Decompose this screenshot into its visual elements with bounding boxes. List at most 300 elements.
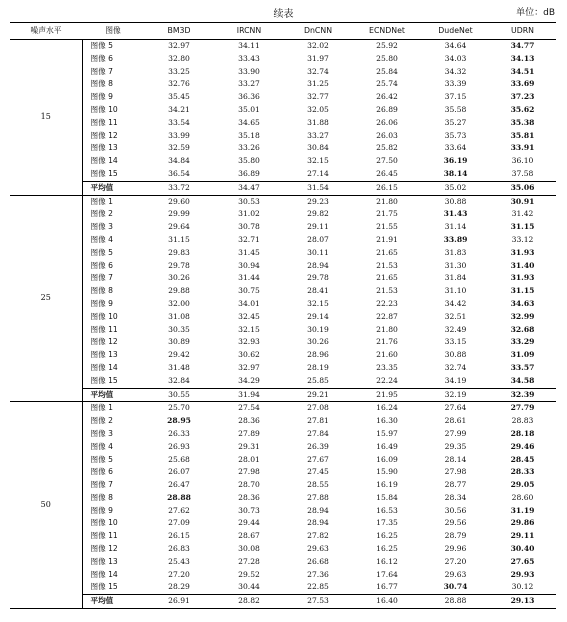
value-cell: 27.82: [307, 531, 329, 541]
value-cell: 21.75: [376, 209, 398, 219]
table-title: 续表: [273, 9, 294, 20]
table-row: [10, 581, 556, 594]
image-name-cell: 图像 8: [82, 285, 144, 298]
image-name-cell: 图像 6: [82, 466, 144, 479]
value-cell: 25.70: [168, 403, 190, 413]
value-cell: 16.12: [376, 556, 398, 566]
average-label: 平均值: [82, 388, 144, 402]
value-cell: 34.19: [444, 375, 467, 385]
value-cell: 26.68: [307, 556, 329, 566]
value-cell: 31.93: [510, 273, 535, 283]
value-cell: 27.45: [307, 467, 329, 477]
value-cell: 25.84: [376, 66, 398, 76]
value-cell: 35.01: [238, 104, 260, 114]
value-cell: 30.44: [238, 582, 260, 592]
value-cell: 31.43: [443, 209, 468, 219]
value-cell: 31.45: [238, 247, 260, 257]
value-cell: 27.98: [444, 467, 467, 477]
value-cell: 15.84: [376, 492, 398, 502]
value-cell: 27.50: [376, 156, 398, 166]
value-cell: 28.36: [238, 416, 260, 426]
value-cell: 32.80: [168, 53, 190, 63]
value-cell: 28.79: [444, 531, 467, 541]
value-cell: 34.32: [444, 66, 467, 76]
value-cell: 27.36: [307, 569, 329, 579]
value-cell: 36.54: [168, 168, 190, 178]
value-cell: 27.88: [307, 492, 329, 502]
value-cell: 34.13: [510, 53, 535, 63]
value-cell: 16.25: [376, 544, 398, 554]
image-name-cell: 图像 15: [82, 581, 144, 594]
table-row: [10, 441, 556, 454]
value-cell: 33.89: [443, 234, 468, 244]
value-cell: 28.83: [511, 416, 534, 426]
image-name-cell: 图像 8: [82, 492, 144, 505]
average-value-cell: 31.54: [284, 181, 352, 195]
value-cell: 26.39: [307, 441, 329, 451]
unit-label: 单位：dB: [516, 8, 555, 18]
value-cell: 29.05: [510, 480, 535, 490]
value-cell: 28.36: [238, 492, 260, 502]
value-cell: 34.58: [510, 375, 535, 385]
table-row: [10, 362, 556, 375]
value-cell: 28.96: [307, 350, 329, 360]
image-name-cell: 图像 15: [82, 375, 144, 388]
value-cell: 35.81: [510, 130, 535, 140]
image-name-cell: 图像 9: [82, 91, 144, 104]
value-cell: 29.64: [168, 222, 190, 232]
average-value-cell: 35.02: [422, 181, 489, 195]
average-row: [10, 595, 556, 609]
value-cell: 29.56: [444, 518, 467, 528]
value-cell: 28.94: [307, 260, 329, 270]
value-cell: 34.01: [238, 298, 260, 308]
value-cell: 25.80: [376, 53, 398, 63]
average-value-cell: 21.95: [352, 388, 422, 402]
value-cell: 29.63: [444, 569, 467, 579]
image-name-cell: 图像 10: [82, 517, 144, 530]
value-cell: 29.44: [238, 518, 260, 528]
value-cell: 32.49: [444, 324, 467, 334]
value-cell: 27.62: [168, 505, 190, 515]
image-name-cell: 图像 14: [82, 569, 144, 582]
value-cell: 34.03: [444, 53, 467, 63]
table-row: [10, 195, 556, 208]
value-cell: 33.54: [168, 117, 190, 127]
value-cell: 29.96: [444, 544, 467, 554]
value-cell: 23.35: [376, 362, 398, 372]
value-cell: 30.75: [238, 286, 260, 296]
value-cell: 32.77: [307, 92, 329, 102]
value-cell: 28.01: [238, 454, 260, 464]
image-name-cell: 图像 7: [82, 479, 144, 492]
value-cell: 30.11: [307, 247, 329, 257]
value-cell: 28.55: [307, 480, 329, 490]
value-cell: 35.58: [444, 104, 467, 114]
table-row: [10, 415, 556, 428]
value-cell: 32.59: [168, 143, 190, 153]
table-row: [10, 428, 556, 441]
value-cell: 16.77: [376, 582, 398, 592]
value-cell: 33.39: [444, 79, 467, 89]
value-cell: 29.46: [510, 441, 535, 451]
image-name-cell: 图像 4: [82, 234, 144, 247]
average-value-cell: 34.47: [214, 181, 284, 195]
value-cell: 32.93: [238, 337, 260, 347]
image-name-cell: 图像 11: [82, 530, 144, 543]
value-cell: 34.64: [444, 41, 467, 50]
average-value-cell: 26.15: [352, 181, 422, 195]
value-cell: 17.35: [376, 518, 398, 528]
value-cell: 28.88: [167, 492, 191, 502]
value-cell: 31.09: [510, 350, 535, 360]
value-cell: 32.15: [238, 324, 260, 334]
value-cell: 35.27: [444, 117, 467, 127]
value-cell: 30.88: [444, 350, 467, 360]
value-cell: 32.99: [510, 311, 535, 321]
table-row: [10, 247, 556, 260]
value-cell: 27.08: [307, 403, 329, 413]
image-name-cell: 图像 2: [82, 415, 144, 428]
value-cell: 32.05: [307, 104, 329, 114]
value-cell: 16.19: [376, 480, 398, 490]
value-cell: 37.15: [444, 92, 467, 102]
table-row: [10, 569, 556, 582]
value-cell: 35.38: [510, 117, 535, 127]
value-cell: 29.63: [307, 544, 329, 554]
value-cell: 34.65: [238, 117, 260, 127]
value-cell: 29.42: [168, 350, 190, 360]
image-name-cell: 图像 1: [82, 402, 144, 415]
value-cell: 22.87: [376, 311, 398, 321]
value-cell: 34.51: [510, 66, 535, 76]
average-value-cell: 31.94: [214, 388, 284, 402]
value-cell: 16.49: [376, 441, 398, 451]
value-cell: 31.25: [307, 79, 329, 89]
value-cell: 31.19: [510, 505, 535, 515]
average-value-cell: 29.21: [284, 388, 352, 402]
table-row: [10, 375, 556, 388]
value-cell: 28.77: [444, 480, 467, 490]
value-cell: 27.14: [307, 168, 329, 178]
value-cell: 30.78: [238, 222, 260, 232]
value-cell: 29.60: [168, 196, 190, 206]
image-name-cell: 图像 6: [82, 260, 144, 273]
value-cell: 35.80: [238, 156, 260, 166]
table-row: [10, 40, 556, 53]
table-row: [10, 285, 556, 298]
average-value-cell: 33.72: [144, 181, 214, 195]
table-row: [10, 517, 556, 530]
value-cell: 26.83: [168, 544, 190, 554]
value-cell: 27.64: [444, 403, 467, 413]
table-row: [10, 349, 556, 362]
value-cell: 26.45: [376, 168, 398, 178]
table-row: [10, 336, 556, 349]
value-cell: 31.40: [510, 260, 535, 270]
col-header-bm3d: BM3D: [144, 23, 214, 40]
average-label: 平均值: [82, 181, 144, 195]
table-row: [10, 142, 556, 155]
value-cell: 28.95: [167, 416, 191, 426]
value-cell: 32.68: [510, 324, 535, 334]
value-cell: 32.15: [307, 156, 329, 166]
value-cell: 25.74: [376, 79, 398, 89]
value-cell: 33.43: [238, 53, 260, 63]
image-name-cell: 图像 11: [82, 324, 144, 337]
value-cell: 31.10: [444, 286, 467, 296]
value-cell: 15.90: [376, 467, 398, 477]
table-row: [10, 78, 556, 91]
image-name-cell: 图像 15: [82, 168, 144, 181]
value-cell: 36.89: [238, 168, 260, 178]
value-cell: 30.19: [307, 324, 329, 334]
value-cell: 31.42: [511, 209, 534, 219]
image-name-cell: 图像 7: [82, 272, 144, 285]
value-cell: 32.76: [168, 79, 190, 89]
value-cell: 34.84: [168, 156, 190, 166]
noise-level-cell: 15: [10, 40, 82, 196]
table-row: [10, 530, 556, 543]
average-row: [10, 388, 556, 402]
image-name-cell: 图像 13: [82, 556, 144, 569]
value-cell: 29.78: [307, 273, 329, 283]
value-cell: 28.18: [510, 428, 535, 438]
table-row: [10, 556, 556, 569]
value-cell: 21.76: [376, 337, 398, 347]
value-cell: 30.40: [510, 544, 535, 554]
value-cell: 26.89: [376, 104, 398, 114]
value-cell: 21.53: [376, 260, 398, 270]
value-cell: 21.80: [376, 196, 398, 206]
value-cell: 37.23: [510, 92, 535, 102]
value-cell: 37.58: [511, 168, 534, 178]
value-cell: 29.86: [510, 518, 535, 528]
value-cell: 27.84: [307, 428, 329, 438]
table-row: [10, 402, 556, 415]
average-value-cell: 29.13: [489, 595, 556, 609]
value-cell: 27.20: [444, 556, 467, 566]
value-cell: 33.99: [168, 130, 190, 140]
value-cell: 26.07: [168, 467, 190, 477]
value-cell: 31.02: [238, 209, 260, 219]
value-cell: 32.97: [238, 362, 260, 372]
image-name-cell: 图像 1: [82, 195, 144, 208]
value-cell: 31.15: [168, 234, 190, 244]
value-cell: 33.27: [307, 130, 329, 140]
value-cell: 36.19: [443, 156, 468, 166]
value-cell: 26.93: [168, 441, 190, 451]
col-header-dncnn: DnCNN: [284, 23, 352, 40]
table-row: [10, 66, 556, 79]
value-cell: 32.97: [168, 41, 190, 50]
value-cell: 16.30: [376, 416, 398, 426]
value-cell: 25.43: [168, 556, 190, 566]
value-cell: 36.36: [238, 92, 260, 102]
value-cell: 28.70: [238, 480, 260, 490]
image-name-cell: 图像 5: [82, 40, 144, 53]
image-name-cell: 图像 2: [82, 208, 144, 221]
average-row: [10, 181, 556, 195]
value-cell: 29.14: [307, 311, 329, 321]
value-cell: 26.42: [376, 92, 398, 102]
value-cell: 30.26: [168, 273, 190, 283]
value-cell: 28.07: [307, 234, 329, 244]
value-cell: 21.65: [376, 273, 398, 283]
average-value-cell: 35.06: [489, 181, 556, 195]
value-cell: 27.67: [307, 454, 329, 464]
value-cell: 22.85: [307, 582, 329, 592]
value-cell: 30.88: [444, 196, 467, 206]
average-value-cell: 28.88: [422, 595, 489, 609]
value-cell: 28.45: [510, 454, 535, 464]
value-cell: 30.73: [238, 505, 260, 515]
value-cell: 34.21: [168, 104, 190, 114]
value-cell: 26.47: [168, 480, 190, 490]
table-row: [10, 466, 556, 479]
value-cell: 32.74: [444, 362, 467, 372]
image-name-cell: 图像 5: [82, 247, 144, 260]
value-cell: 22.23: [376, 298, 398, 308]
image-name-cell: 图像 14: [82, 362, 144, 375]
value-cell: 33.57: [510, 362, 535, 372]
value-cell: 29.31: [238, 441, 260, 451]
value-cell: 16.53: [376, 505, 398, 515]
col-header-image: 图像: [82, 23, 144, 40]
table-row: [10, 221, 556, 234]
value-cell: 32.15: [307, 298, 329, 308]
value-cell: 34.42: [444, 298, 467, 308]
value-cell: 16.24: [376, 403, 398, 413]
value-cell: 32.74: [307, 66, 329, 76]
image-name-cell: 图像 3: [82, 221, 144, 234]
value-cell: 28.67: [238, 531, 260, 541]
value-cell: 29.93: [510, 569, 535, 579]
value-cell: 28.19: [307, 362, 329, 372]
value-cell: 27.20: [168, 569, 190, 579]
average-value-cell: 26.91: [144, 595, 214, 609]
table-row: [10, 260, 556, 273]
value-cell: 35.45: [168, 92, 190, 102]
value-cell: 29.82: [307, 209, 329, 219]
value-cell: 29.88: [168, 286, 190, 296]
average-value-cell: 27.53: [284, 595, 352, 609]
value-cell: 27.89: [238, 428, 260, 438]
average-value-cell: 30.55: [144, 388, 214, 402]
value-cell: 31.30: [444, 260, 467, 270]
value-cell: 25.68: [168, 454, 190, 464]
table-row: [10, 543, 556, 556]
value-cell: 33.12: [511, 234, 534, 244]
table-row: [10, 104, 556, 117]
value-cell: 29.23: [307, 196, 329, 206]
value-cell: 27.65: [510, 556, 535, 566]
value-cell: 29.11: [510, 531, 535, 541]
value-cell: 28.61: [444, 416, 467, 426]
table-row: [10, 298, 556, 311]
value-cell: 25.82: [376, 143, 398, 153]
col-header-dudenet: DudeNet: [422, 23, 489, 40]
value-cell: 26.03: [376, 130, 398, 140]
value-cell: 28.34: [444, 492, 467, 502]
value-cell: 30.35: [168, 324, 190, 334]
value-cell: 29.52: [238, 569, 260, 579]
table-row: [10, 130, 556, 143]
table-row: [10, 454, 556, 467]
image-name-cell: 图像 10: [82, 104, 144, 117]
table-row: [10, 272, 556, 285]
value-cell: 31.83: [444, 247, 467, 257]
value-cell: 28.33: [510, 467, 535, 477]
table-row: [10, 479, 556, 492]
col-header-udrn: UDRN: [489, 23, 556, 40]
value-cell: 28.14: [444, 454, 467, 464]
image-name-cell: 图像 12: [82, 130, 144, 143]
value-cell: 26.15: [168, 531, 190, 541]
value-cell: 21.55: [376, 222, 398, 232]
value-cell: 29.35: [444, 441, 467, 451]
value-cell: 30.26: [307, 337, 329, 347]
value-cell: 30.94: [238, 260, 260, 270]
table-row: [10, 117, 556, 130]
average-value-cell: 28.82: [214, 595, 284, 609]
image-name-cell: 图像 7: [82, 66, 144, 79]
value-cell: 32.02: [307, 41, 329, 50]
value-cell: 17.64: [376, 569, 398, 579]
value-cell: 27.79: [510, 403, 535, 413]
value-cell: 29.11: [307, 222, 329, 232]
value-cell: 30.89: [168, 337, 190, 347]
value-cell: 33.64: [444, 143, 467, 153]
value-cell: 34.63: [510, 298, 535, 308]
average-label: 平均值: [82, 595, 144, 609]
value-cell: 21.53: [376, 286, 398, 296]
image-name-cell: 图像 12: [82, 543, 144, 556]
noise-level-cell: 25: [10, 195, 82, 402]
image-name-cell: 图像 5: [82, 454, 144, 467]
value-cell: 32.00: [168, 298, 190, 308]
value-cell: 32.84: [168, 375, 190, 385]
value-cell: 35.18: [238, 130, 260, 140]
value-cell: 32.71: [238, 234, 260, 244]
value-cell: 21.60: [376, 350, 398, 360]
image-name-cell: 图像 9: [82, 298, 144, 311]
table-row: [10, 492, 556, 505]
image-name-cell: 图像 12: [82, 336, 144, 349]
value-cell: 28.94: [307, 518, 329, 528]
value-cell: 31.08: [168, 311, 190, 321]
value-cell: 34.11: [238, 41, 260, 50]
value-cell: 33.90: [238, 66, 260, 76]
value-cell: 31.15: [510, 222, 535, 232]
image-name-cell: 图像 10: [82, 311, 144, 324]
header-row: [10, 23, 556, 40]
table-row: [10, 505, 556, 518]
value-cell: 29.99: [168, 209, 190, 219]
image-name-cell: 图像 13: [82, 142, 144, 155]
value-cell: 33.15: [444, 337, 467, 347]
value-cell: 26.33: [168, 428, 190, 438]
value-cell: 28.41: [307, 286, 329, 296]
noise-level-cell: 50: [10, 402, 82, 609]
value-cell: 30.74: [443, 582, 468, 592]
value-cell: 16.25: [376, 531, 398, 541]
average-value-cell: 32.39: [489, 388, 556, 402]
value-cell: 33.69: [510, 79, 535, 89]
image-name-cell: 图像 13: [82, 349, 144, 362]
value-cell: 28.94: [307, 505, 329, 515]
value-cell: 35.73: [444, 130, 467, 140]
